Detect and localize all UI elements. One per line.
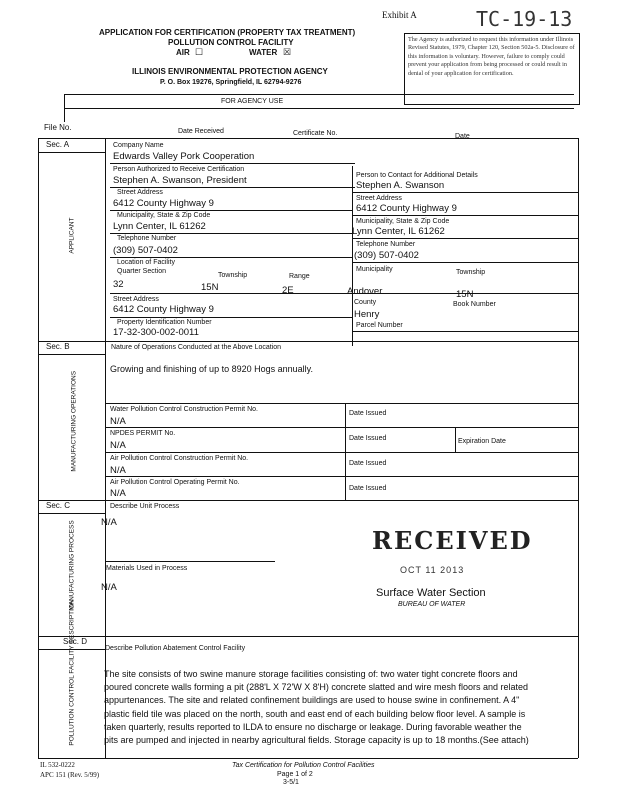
description-line: pits are pumped and injected in nearby agricultural fields. Storage capacity is up to 18 months.(See attach) <box>104 735 529 746</box>
parcel-number-label: Parcel Number <box>356 322 403 329</box>
materials-value[interactable]: N/A <box>101 582 117 593</box>
description-line: poured concrete walls forming a pit (288'L X 72'W X 8'H) concrete slatted and wire mesh floors and related <box>104 682 529 693</box>
exhibit-label: Exhibit A <box>382 10 417 20</box>
loc-municipality-value[interactable]: Andover <box>347 286 383 297</box>
date-label: Date <box>455 133 470 140</box>
air-checkbox[interactable]: ☐ <box>195 47 204 57</box>
unit-process-label: Describe Unit Process <box>110 503 180 510</box>
sec-c-label: Sec. C <box>46 501 71 510</box>
ap-permit-label: Air Pollution Control Construction Permit No. <box>110 455 249 462</box>
loc-street-label: Street Address <box>113 296 159 303</box>
contact-person-value[interactable]: Stephen A. Swanson <box>356 180 445 191</box>
npdes-expiration-label: Expiration Date <box>458 438 506 445</box>
agency-name: ILLINOIS ENVIRONMENTAL PROTECTION AGENCY <box>132 67 328 76</box>
telephone-value[interactable]: (309) 507-0402 <box>113 245 178 256</box>
contact-street-value[interactable]: 6412 County Highway 9 <box>356 203 457 214</box>
municipality-label: Municipality, State & Zip Code <box>117 212 211 219</box>
apo-permit-label: Air Pollution Control Operating Permit No. <box>110 479 240 486</box>
contact-municipality-value[interactable]: Lynn Center, IL 61262 <box>352 226 445 237</box>
pin-value[interactable]: 17-32-300-002-0011 <box>113 327 199 338</box>
form-number: IL 532-0222 <box>40 761 75 769</box>
wp-date-label: Date Issued <box>349 410 387 417</box>
county-label: County <box>354 299 377 306</box>
county-value[interactable]: Henry <box>354 309 380 320</box>
contact-telephone-value[interactable]: (309) 507-0402 <box>354 250 419 261</box>
quarter-section-value[interactable]: 32 <box>113 279 124 290</box>
npdes-value[interactable]: N/A <box>110 440 126 451</box>
pollution-abatement-label: Describe Pollution Abatement Control Facility <box>105 645 246 652</box>
description-line: taken quarterly, results reported to ILDA to ensure no discharge or leakage. During favorable weather the <box>104 721 522 732</box>
contact-municipality-label: Municipality, State & Zip Code <box>356 218 450 225</box>
air-label: AIR <box>176 48 190 57</box>
street-address-label: Street Address <box>117 189 163 196</box>
privacy-notice: The Agency is authorized to request this information under Illinois Revised Statutes, 1979, Chapter 120, Section 502a-5. Disclosure of this information is voluntary. However, failure to comply could prevent your application from being processed or could result in denial of your application for certification. <box>404 33 580 105</box>
npdes-date-label: Date Issued <box>349 435 387 442</box>
sec-a-side-label: APPLICANT <box>68 217 76 254</box>
township-label: Township <box>218 272 248 279</box>
footer-code: 3-5/1 <box>283 779 299 786</box>
unit-process-value[interactable]: N/A <box>101 517 117 528</box>
materials-label: Materials Used in Process <box>106 565 188 572</box>
received-stamp-date: OCT 11 2013 <box>400 565 465 575</box>
location-label: Location of Facility <box>117 259 175 266</box>
telephone-label: Telephone Number <box>117 235 177 242</box>
agency-use-label: FOR AGENCY USE <box>221 98 284 105</box>
wp-permit-value[interactable]: N/A <box>110 416 126 427</box>
footer-title: Tax Certification for Pollution Control Facilities <box>232 762 375 769</box>
ap-permit-value[interactable]: N/A <box>110 465 126 476</box>
sec-c-side-label: MANUFACTURING PROCESS <box>68 520 76 611</box>
received-bureau: BUREAU OF WATER <box>398 601 466 608</box>
company-name-value[interactable]: Edwards Valley Pork Cooperation <box>113 151 255 162</box>
ap-date-label: Date Issued <box>349 460 387 467</box>
loc-street-value[interactable]: 6412 County Highway 9 <box>113 304 214 315</box>
nature-label: Nature of Operations Conducted at the Above Location <box>111 344 282 351</box>
certificate-no-label: Certificate No. <box>293 130 338 137</box>
footer-page: Page 1 of 2 <box>277 771 313 778</box>
authorized-person-label: Person Authorized to Receive Certification <box>113 166 245 173</box>
contact-telephone-label: Telephone Number <box>356 241 416 248</box>
nature-value[interactable]: Growing and finishing of up to 8920 Hogs annually. <box>110 364 313 374</box>
form-title-line1: APPLICATION FOR CERTIFICATION (PROPERTY TAX TREATMENT) <box>99 28 356 37</box>
agency-address: P. O. Box 19276, Springfield, IL 62794-9276 <box>160 79 302 86</box>
loc-municipality-label: Municipality <box>356 266 393 273</box>
sec-d-side-label: POLLUTION CONTROL FACILITY DESCRIPTION <box>68 599 76 746</box>
contact-person-label: Person to Contact for Additional Details <box>356 172 478 179</box>
apc-number: APC 151 (Rev. 5/99) <box>40 771 100 779</box>
sec-b-label: Sec. B <box>46 342 70 351</box>
municipality-value[interactable]: Lynn Center, IL 61262 <box>113 221 206 232</box>
form-title-line2: POLLUTION CONTROL FACILITY <box>168 38 294 47</box>
received-section: Surface Water Section <box>376 587 486 599</box>
date-received-label: Date Received <box>178 128 224 135</box>
loc-township-value[interactable]: 15N <box>456 289 474 300</box>
apo-date-label: Date Issued <box>349 485 387 492</box>
loc-township-label: Township <box>456 269 486 276</box>
water-label: WATER <box>249 48 278 57</box>
sec-d-label: Sec. D <box>63 637 88 646</box>
description-line: appurtenances. The site and related confinement buildings are used to house swine in confinement. A 4" <box>104 695 520 706</box>
npdes-label: NPDES PERMIT No. <box>110 430 176 437</box>
received-stamp: RECEIVED <box>372 526 533 555</box>
apo-permit-value[interactable]: N/A <box>110 488 126 499</box>
pin-label: Property Identification Number <box>117 319 212 326</box>
description-line: The site consists of two swine manure storage facilities consisting of: two water tight concrete floors and <box>104 669 518 679</box>
contact-street-label: Street Address <box>356 195 402 202</box>
quarter-section-label: Quarter Section <box>117 268 167 275</box>
book-number-label: Book Number <box>453 301 496 308</box>
file-no-label: File No. <box>44 123 72 132</box>
range-value[interactable]: 2E <box>282 285 294 296</box>
street-address-value[interactable]: 6412 County Highway 9 <box>113 198 214 209</box>
company-name-label: Company Name <box>113 142 164 149</box>
sec-a-label: Sec. A <box>46 140 70 149</box>
authorized-person-value[interactable]: Stephen A. Swanson, President <box>113 175 247 186</box>
exhibit-number: TC-19-13 <box>476 7 573 31</box>
wp-permit-label: Water Pollution Control Construction Permit No. <box>110 406 258 413</box>
water-checkbox[interactable]: ☒ <box>283 47 292 57</box>
sec-b-side-label: MANUFACTURING OPERATIONS <box>70 370 78 472</box>
range-label: Range <box>289 273 310 280</box>
township-value[interactable]: 15N <box>201 282 219 293</box>
description-line: plastic field tile was placed on the north, south and east end of each building below floor level. A sample is <box>104 708 526 719</box>
pollution-description[interactable] <box>104 668 578 747</box>
